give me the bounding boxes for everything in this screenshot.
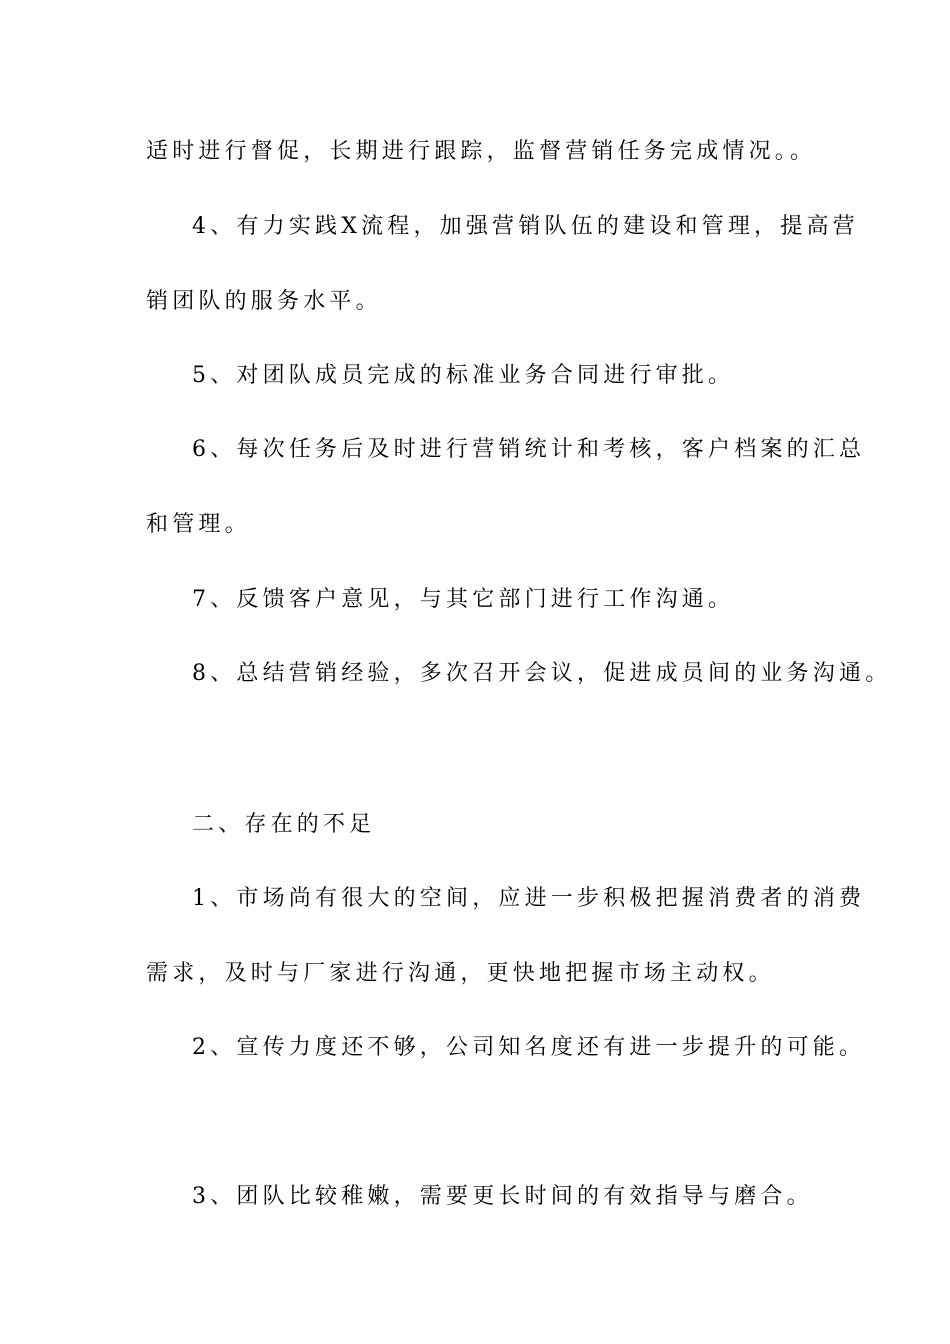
paragraph-line: 2、宣传力度还不够，公司知名度还有进一步提升的可能。	[192, 1035, 866, 1060]
paragraph-line: 4、有力实践X流程，加强营销队伍的建设和管理，提高营	[192, 214, 859, 239]
paragraph-line: 8、总结营销经验，多次召开会议，促进成员间的业务沟通。	[192, 661, 892, 686]
paragraph-line: 需求，及时与厂家进行沟通，更快地把握市场主动权。	[146, 961, 775, 986]
paragraph-line: 6、每次任务后及时进行营销统计和考核，客户档案的汇总	[192, 437, 866, 462]
paragraph-line: 7、反馈客户意见，与其它部门进行工作沟通。	[192, 587, 735, 612]
section-heading: 二、存在的不足	[192, 812, 376, 837]
paragraph-line: 和管理。	[146, 512, 251, 537]
paragraph-line: 3、团队比较稚嫩，需要更长时间的有效指导与磨合。	[192, 1184, 813, 1209]
paragraph-line: 5、对团队成员完成的标准业务合同进行审批。	[192, 363, 735, 388]
paragraph-line: 1、市场尚有很大的空间，应进一步积极把握消费者的消费	[192, 886, 866, 911]
paragraph-line: 销团队的服务水平。	[146, 289, 382, 314]
paragraph-line: 适时进行督促，长期进行跟踪，监督营销任务完成情况。。	[146, 139, 817, 164]
